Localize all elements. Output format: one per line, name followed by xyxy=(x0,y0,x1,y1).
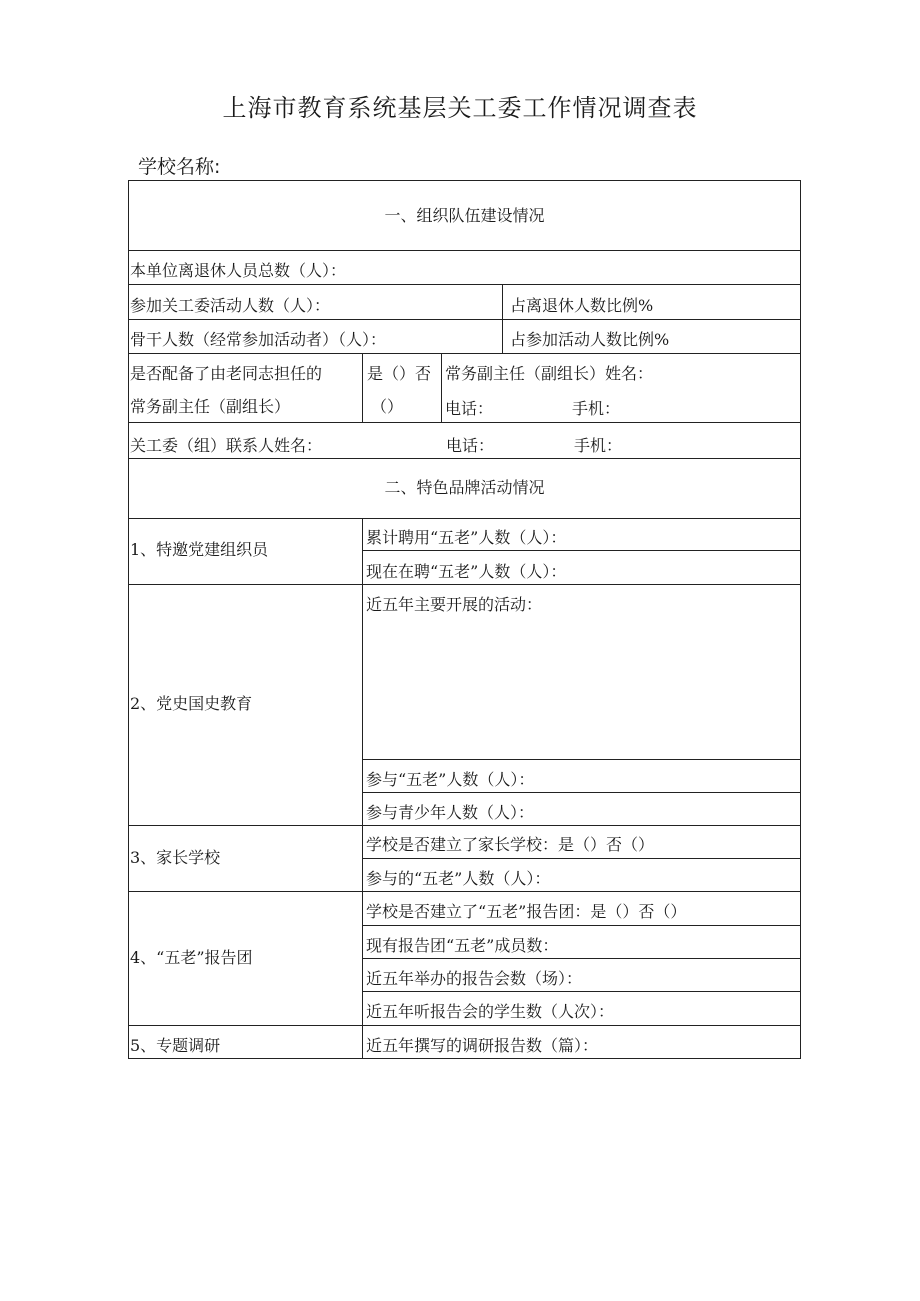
youth-count-field[interactable]: 参与青少年人数（人）： xyxy=(366,803,535,822)
report-meetings-field[interactable]: 近五年举办的报告会数（场）： xyxy=(366,969,583,988)
hired-total-field[interactable]: 累计聘用“五老”人数（人）： xyxy=(366,528,567,547)
parent-school-elders-field[interactable]: 参与的“五老”人数（人）： xyxy=(366,869,551,888)
participants-field[interactable]: 参加关工委活动人数（人）： xyxy=(130,296,331,315)
item-label-report-group: 4、“五老”报告团 xyxy=(130,948,253,967)
deputy-name-field[interactable]: 常务副主任（副组长）姓名： xyxy=(445,364,654,383)
parent-school-yes-no[interactable]: 学校是否建立了家长学校：是（）否（） xyxy=(366,835,655,854)
section-1-heading: 一、组织队伍建设情况 xyxy=(384,206,545,225)
divider xyxy=(128,891,801,892)
divider xyxy=(128,518,801,519)
report-group-yes-no[interactable]: 学校是否建立了“五老”报告团：是（）否（） xyxy=(366,902,687,921)
core-members-field[interactable]: 骨干人数（经常参加活动者）（人）： xyxy=(130,330,387,349)
border-right xyxy=(800,180,801,1059)
divider-vertical xyxy=(362,353,363,422)
section-2-heading: 二、特色品牌活动情况 xyxy=(384,478,545,497)
participants-ratio-field[interactable]: 占离退休人数比例% xyxy=(510,296,654,315)
divider xyxy=(128,353,801,354)
deputy-question-line-2: 常务副主任（副组长） xyxy=(130,397,291,416)
report-group-members-field[interactable]: 现有报告团“五老”成员数： xyxy=(366,936,559,955)
divider xyxy=(128,825,801,826)
deputy-no-option[interactable]: （） xyxy=(371,397,404,416)
deputy-yes-no-option[interactable]: 是（）否 xyxy=(367,364,432,383)
divider-vertical xyxy=(362,518,363,1059)
divider xyxy=(128,319,801,320)
activities-field[interactable]: 近五年主要开展的活动： xyxy=(366,595,543,614)
item-label-parent-school: 3、家长学校 xyxy=(130,848,221,867)
divider xyxy=(362,550,801,551)
divider-vertical xyxy=(441,353,442,422)
research-reports-field[interactable]: 近五年撰写的调研报告数（篇）： xyxy=(366,1036,599,1055)
deputy-mobile-field[interactable]: 手机： xyxy=(572,399,621,418)
divider-vertical xyxy=(502,284,503,353)
border-top xyxy=(128,180,801,181)
divider xyxy=(362,925,801,926)
deputy-phone-field[interactable]: 电话： xyxy=(445,399,494,418)
border-left xyxy=(128,180,129,1059)
item-label-history-education: 2、党史国史教育 xyxy=(130,694,253,713)
divider xyxy=(128,458,801,459)
page-title: 上海市教育系统基层关工委工作情况调查表 xyxy=(222,94,698,122)
divider xyxy=(362,991,801,992)
divider xyxy=(128,584,801,585)
deputy-question-line-1: 是否配备了由老同志担任的 xyxy=(130,364,323,383)
item-label-party-organizer: 1、特邀党建组织员 xyxy=(130,540,269,559)
divider xyxy=(362,759,801,760)
contact-phone-field[interactable]: 电话： xyxy=(446,436,495,455)
divider xyxy=(128,422,801,423)
history-elders-count-field[interactable]: 参与“五老”人数（人）： xyxy=(366,770,535,789)
school-name-label: 学校名称: xyxy=(138,156,221,178)
divider xyxy=(362,858,801,859)
contact-mobile-field[interactable]: 手机： xyxy=(574,436,623,455)
divider xyxy=(128,1025,801,1026)
divider xyxy=(362,958,801,959)
divider xyxy=(128,284,801,285)
divider xyxy=(128,250,801,251)
divider xyxy=(362,792,801,793)
item-label-research: 5、专题调研 xyxy=(130,1036,221,1055)
border-bottom xyxy=(128,1058,801,1059)
core-ratio-field[interactable]: 占参加活动人数比例% xyxy=(510,330,670,349)
hired-current-field[interactable]: 现在在聘“五老”人数（人）： xyxy=(366,562,567,581)
report-students-field[interactable]: 近五年听报告会的学生数（人次）： xyxy=(366,1002,615,1021)
retired-total-field[interactable]: 本单位离退休人员总数（人）： xyxy=(130,261,347,280)
contact-name-field[interactable]: 关工委（组）联系人姓名： xyxy=(130,436,323,455)
